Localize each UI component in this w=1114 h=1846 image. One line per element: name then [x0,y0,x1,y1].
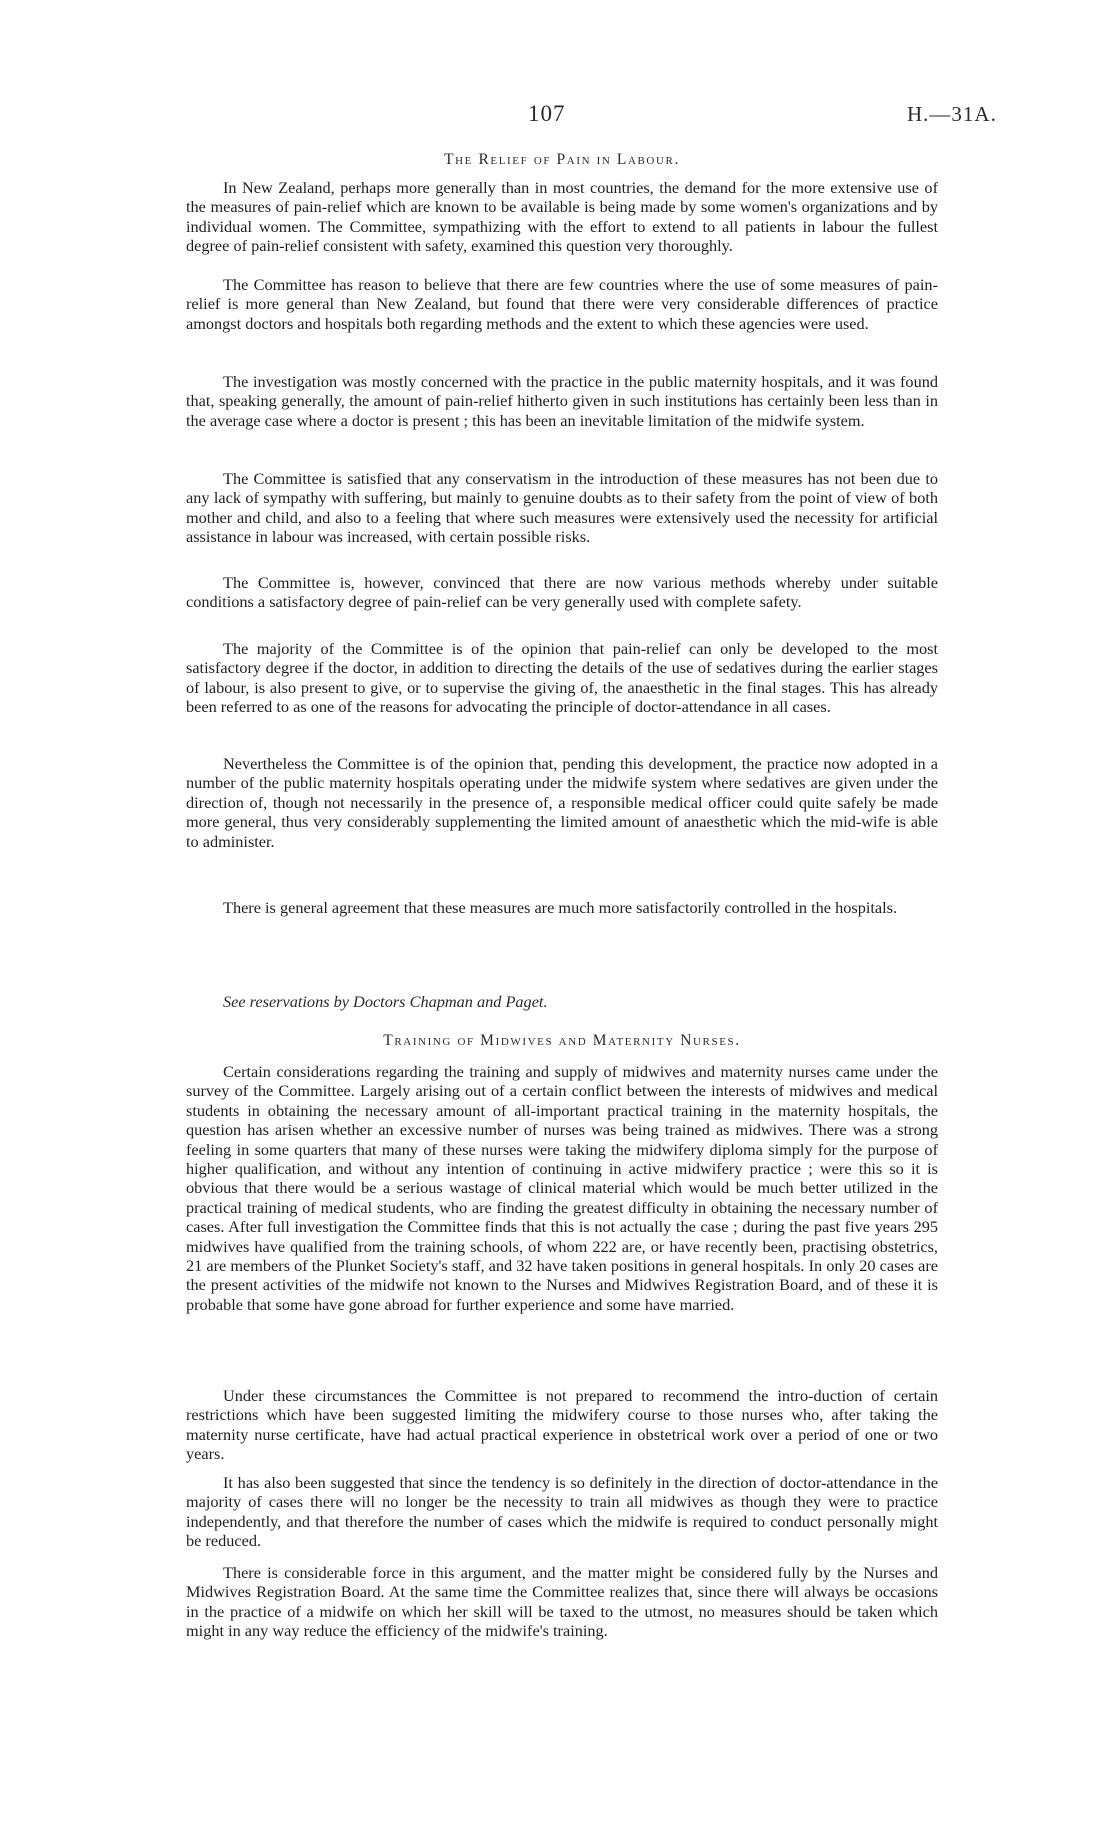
paragraph: The investigation was mostly concerned with the practice in the public maternity hospitals, and it was found that, speaking generally, the amount of pain-relief hitherto given in such institutions has certainly been less than in the average case where a doctor is present ; this has been an inevitable limitation of the midwife system. [186,372,938,430]
paragraph: Certain considerations regarding the training and supply of midwives and maternity nurses came under the survey of the Committee. Largely arising out of a certain conflict between the interests of midwives and medical students in obtaining the necessary amount of all-important practical training in the maternity hospitals, the question has arisen whether an excessive number of nurses was being trained as midwives. There was a strong feeling in some quarters that many of these nurses were taking the midwifery diploma simply for the purpose of higher qualification, and without any intention of continuing in active midwifery practice ; were this so it is obvious that there would be a serious wastage of clinical material which would be much better utilized in the practical training of medical students, who are finding the greatest difficulty in obtaining the necessary number of cases. After full investigation the Committee finds that this is not actually the case ; during the past five years 295 midwives have qualified from the training schools, of whom 222 are, or have recently been, practising obstetrics, 21 are members of the Plunket Society's staff, and 32 have taken positions in general hospitals. In only 20 cases are the present activities of the midwife not known to the Nurses and Midwives Registration Board, and of these it is probable that some have gone abroad for further experience and some have married. [186,1062,938,1314]
paragraph: The majority of the Committee is of the opinion that pain-relief can only be developed to the most satisfactory degree if the doctor, in addition to directing the details of the use of sedatives during the earlier stages of labour, is also present to give, or to supervise the giving of, the anaesthetic in the final stages. This has already been referred to as one of the reasons for advocating the principle of doctor-attendance in all cases. [186,639,938,717]
paragraph: There is general agreement that these measures are much more satisfactorily controlled in the hospitals. [223,898,898,917]
paragraph: The Committee is satisfied that any conservatism in the introduction of these measures has not been due to any lack of sympathy with suffering, but mainly to genuine doubts as to their safety from the point of view of both mother and child, and also to a feeling that where such measures were extensively used the necessity for artificial assistance in labour was increased, with certain possible risks. [186,469,938,547]
paragraph: Nevertheless the Committee is of the opinion that, pending this development, the practice now adopted in a number of the public maternity hospitals operating under the midwife system where sedatives are given under the direction of, though not necessarily in the presence of, a responsible medical officer could quite safely be made more general, thus very considerably supplementing the limited amount of anaesthetic which the mid-wife is able to administer. [186,754,938,851]
paragraph: In New Zealand, perhaps more generally than in most countries, the demand for the more extensive use of the measures of pain-relief which are known to be available is being made by some women's organizations and by individual women. The Committee, sympathizing with the effort to extend to all patients in labour the fullest degree of pain-relief consistent with safety, examined this question very thoroughly. [186,178,938,256]
series-reference: H.—31A. [907,102,997,126]
paragraph: There is considerable force in this argument, and the matter might be considered fully by the Nurses and Midwives Registration Board. At the same time the Committee realizes that, since there will always be occasions in the practice of a midwife on which her skill will be taxed to the utmost, no measures should be taken which might in any way reduce the efficiency of the midwife's training. [186,1563,938,1641]
section-heading-pain-relief: The Relief of Pain in Labour. [444,151,680,168]
paragraph: The Committee has reason to believe that there are few countries where the use of some measures of pain-relief is more general than New Zealand, but found that there were very considerable differences of practice amongst doctors and hospitals both regarding methods and the extent to which these agencies were used. [186,275,938,333]
paragraph: It has also been suggested that since the tendency is so definitely in the direction of doctor-attendance in the majority of cases there will no longer be the necessity to train all midwives as though they were to practice independently, and that therefore the number of cases which the midwife is required to conduct personally might be reduced. [186,1473,938,1551]
page-number: 107 [528,101,566,126]
reservation-note: See reservations by Doctors Chapman and Paget. [223,992,548,1011]
section-heading-training-midwives: Training of Midwives and Maternity Nurses. [383,1032,741,1049]
paragraph: Under these circumstances the Committee is not prepared to recommend the intro-duction of certain restrictions which have been suggested limiting the midwifery course to those nurses who, after taking the maternity nurse certificate, have had actual practical experience in obstetrical work over a period of one or two years. [186,1386,938,1464]
paragraph: The Committee is, however, convinced that there are now various methods whereby under suitable conditions a satisfactory degree of pain-relief can be very generally used with complete safety. [186,573,938,612]
